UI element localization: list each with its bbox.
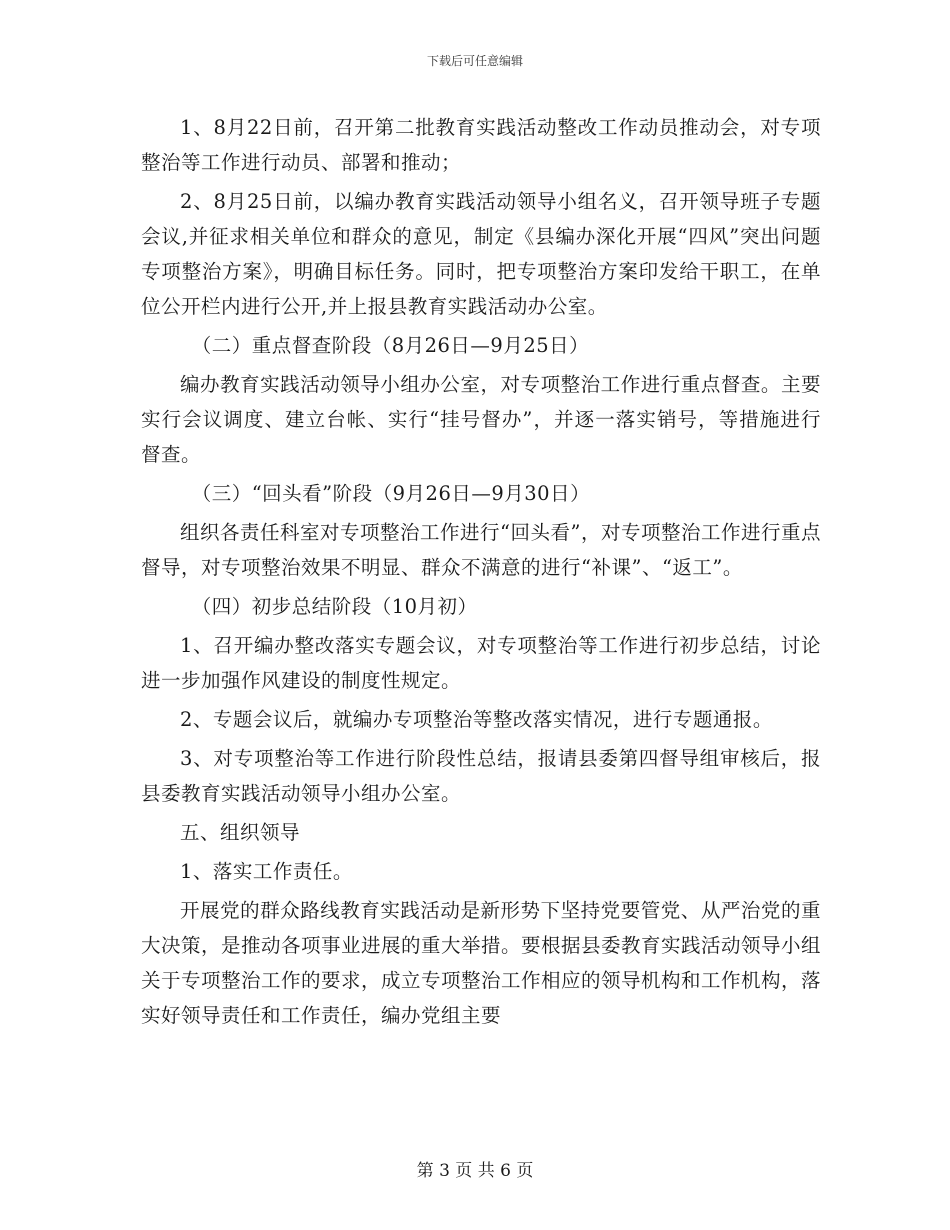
subheading-responsibility: 1、落实工作责任。 [180, 860, 353, 883]
paragraph-responsibility: 开展党的群众路线教育实践活动是新形势下坚持党要管党、从严治党的重大决策，是推动各项事业进展的重大举措。要根据县委教育实践活动领导小组关于专项整治工作的要求，成立专项整治工作相应的领导机构和工作机构，落实好领导责任和工作责任，编办党组主要 [141, 899, 822, 1027]
page-header: 下载后可任意编辑 [426, 54, 523, 68]
document-body [141, 110, 821, 1037]
paragraph-summary-2: 2、专题会议后，就编办专项整治等整改落实情况，进行专题通报。 [180, 708, 773, 731]
section-heading-organization: 五、组织领导 [180, 821, 301, 844]
page-number: 第 3 页 共 6 页 [416, 1161, 534, 1181]
paragraph-summary-3: 3、对专项整治等工作进行阶段性总结，报请县委第四督导组审核后，报县委教育实践活动领导小组办公室。 [141, 747, 821, 805]
paragraph-item-1: 1、8月22日前，召开第二批教育实践活动整改工作动员推动会，对专项整治等工作进行动员、部署和推动； [141, 116, 821, 174]
section-heading-review: （三）“回头看”阶段（9月26日—9月30日） [191, 482, 591, 505]
paragraph-inspection: 编办教育实践活动领导小组办公室，对专项整治工作进行重点督查。主要实行会议调度、建立台帐、实行“挂号督办”，并逐一落实销号，等措施进行督查。 [141, 373, 821, 466]
paragraph-item-2: 2、8月25日前，以编办教育实践活动领导小组名义，召开领导班子专题会议,并征求相关单位和群众的意见，制定《县编办深化开展“四风”突出问题专项整治方案》，明确目标任务。同时，把专项整治方案印发给干职工，在单位公开栏内进行公开,并上报县教育实践活动办公室。 [141, 190, 821, 318]
section-heading-summary: （四）初步总结阶段（10月初） [191, 595, 478, 618]
paragraph-summary-1: 1、召开编办整改落实专题会议，对专项整治等工作进行初步总结，讨论进一步加强作风建设的制度性规定。 [141, 634, 821, 692]
section-heading-inspection: （二）重点督查阶段（8月26日—9月25日） [191, 334, 590, 357]
paragraph-review: 组织各责任科室对专项整治工作进行“回头看”，对专项整治工作进行重点督导，对专项整治效果不明显、群众不满意的进行“补课”、“返工”。 [141, 521, 821, 579]
